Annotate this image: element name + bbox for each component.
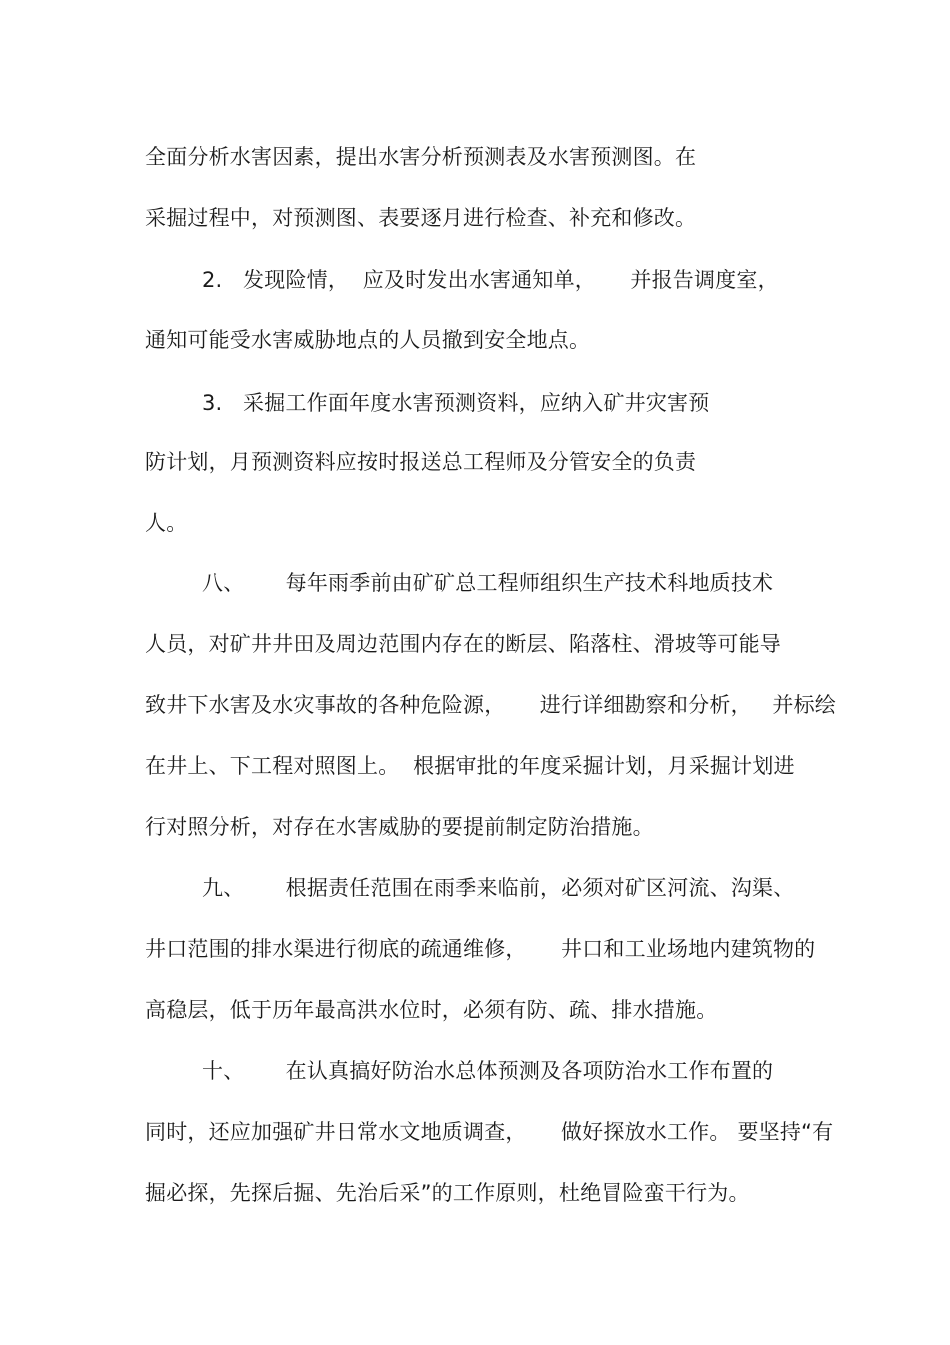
text-line: 人。 xyxy=(145,511,188,535)
text-line: 全面分析水害因素，提出水害分析预测表及水害预测图。在 xyxy=(145,145,697,169)
text-line: 掘必探，先探后掘、先治后采”的工作原则，杜绝冒险蛮干行为。 xyxy=(145,1181,750,1205)
text-line: 通知可能受水害威胁地点的人员撤到安全地点。 xyxy=(145,328,591,352)
text-line: 在井上、下工程对照图上。 根据审批的年度采掘计划，月采掘计划进 xyxy=(145,754,795,778)
text-line: 防计划，月预测资料应按时报送总工程师及分管安全的负责 xyxy=(145,450,697,474)
text-line: 人员，对矿井井田及周边范围内存在的断层、陷落柱、滑坡等可能导 xyxy=(145,632,781,656)
text-line: 采掘过程中，对预测图、表要逐月进行检查、补充和修改。 xyxy=(145,206,697,230)
text-line: 高稳层，低于历年最高洪水位时，必须有防、疏、排水措施。 xyxy=(145,998,718,1022)
text-line: 井口范围的排水渠进行彻底的疏通维修， 井口和工业场地内建筑物的 xyxy=(145,937,816,961)
text-line: 八、 每年雨季前由矿矿总工程师组织生产技术科地质技术 xyxy=(202,571,774,595)
text-line: 致井下水害及水灾事故的各种危险源， 进行详细勘察和分析， 并标绘 xyxy=(145,693,836,717)
text-line: 同时，还应加强矿井日常水文地质调查， 做好探放水工作。 要坚持“有 xyxy=(145,1120,834,1144)
text-line: 九、 根据责任范围在雨季来临前，必须对矿区河流、沟渠、 xyxy=(202,876,795,900)
text-line: 3. 采掘工作面年度水害预测资料，应纳入矿井灾害预 xyxy=(202,391,710,415)
text-line: 行对照分析，对存在水害威胁的要提前制定防治措施。 xyxy=(145,815,654,839)
text-line: 十、 在认真搞好防治水总体预测及各项防治水工作布置的 xyxy=(202,1059,774,1083)
text-line: 2. 发现险情， 应及时发出水害通知单， 并报告调度室， xyxy=(202,268,779,292)
